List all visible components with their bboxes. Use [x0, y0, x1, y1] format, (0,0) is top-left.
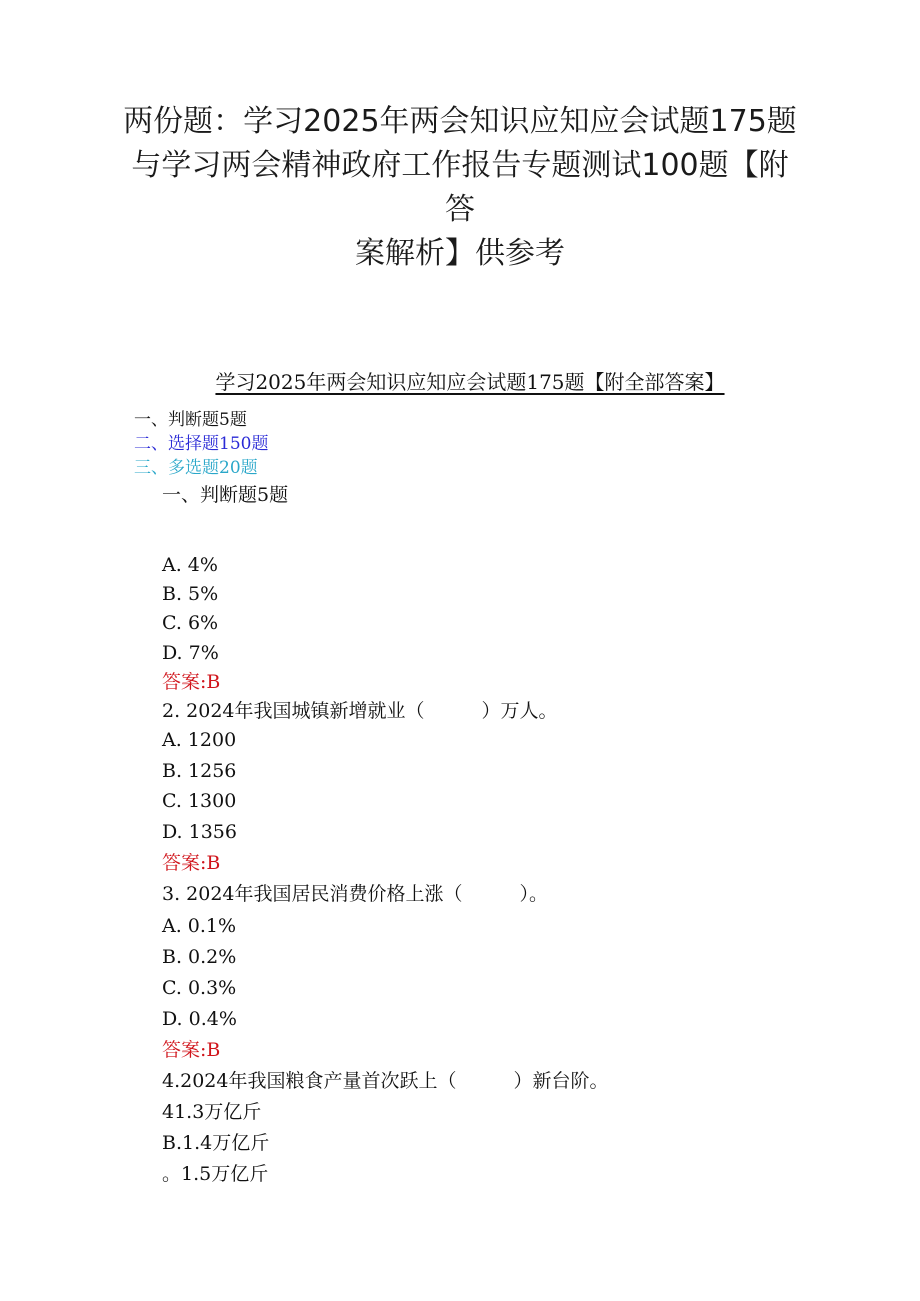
toc-item-judgment[interactable]: 一、判断题5题	[134, 410, 247, 430]
title-line-1: 两份题：学习2025年两会知识应知应会试题175题	[123, 104, 797, 139]
question-line: 3. 2024年我国居民消费价格上涨（ ）。	[162, 883, 549, 905]
toc-item-multi-choice[interactable]: 三、多选题20题	[134, 458, 258, 478]
toc-item-choice[interactable]: 二、选择题150题	[134, 434, 269, 454]
title-line-3: 案解析】供参考	[355, 236, 565, 271]
sub-heading: 一、判断题5题	[162, 484, 289, 506]
option-line: B. 0.2%	[162, 946, 237, 968]
question-line: 2. 2024年我国城镇新增就业（ ）万人。	[162, 700, 558, 722]
option-line: 。1.5万亿斤	[162, 1163, 269, 1185]
question-line: 4.2024年我国粮食产量首次跃上（ ）新台阶。	[162, 1070, 609, 1092]
option-line: A. 0.1%	[162, 915, 237, 937]
section-title	[150, 368, 790, 396]
option-line: D. 1356	[162, 821, 237, 843]
option-line: 41.3万亿斤	[162, 1101, 262, 1123]
answer-line: 答案:B	[162, 1039, 221, 1061]
title-line-2: 与学习两会精神政府工作报告专题测试100题【附答	[131, 148, 789, 227]
section-title-text: 学习2025年两会知识应知应会试题175题【附全部答案】	[215, 370, 725, 394]
option-line: B.1.4万亿斤	[162, 1132, 270, 1154]
option-line: D. 0.4%	[162, 1008, 237, 1030]
option-line: B. 5%	[162, 583, 219, 605]
option-line: C. 0.3%	[162, 977, 237, 999]
option-line: C. 1300	[162, 790, 237, 812]
table-of-contents	[134, 408, 268, 480]
option-line: A. 4%	[162, 554, 218, 576]
option-line: B. 1256	[162, 760, 237, 782]
document-title	[120, 100, 800, 276]
option-line: D. 7%	[162, 642, 219, 664]
answer-line: 答案:B	[162, 671, 221, 693]
option-line: A. 1200	[162, 729, 237, 751]
option-line: C. 6%	[162, 612, 219, 634]
answer-line: 答案:B	[162, 852, 221, 874]
